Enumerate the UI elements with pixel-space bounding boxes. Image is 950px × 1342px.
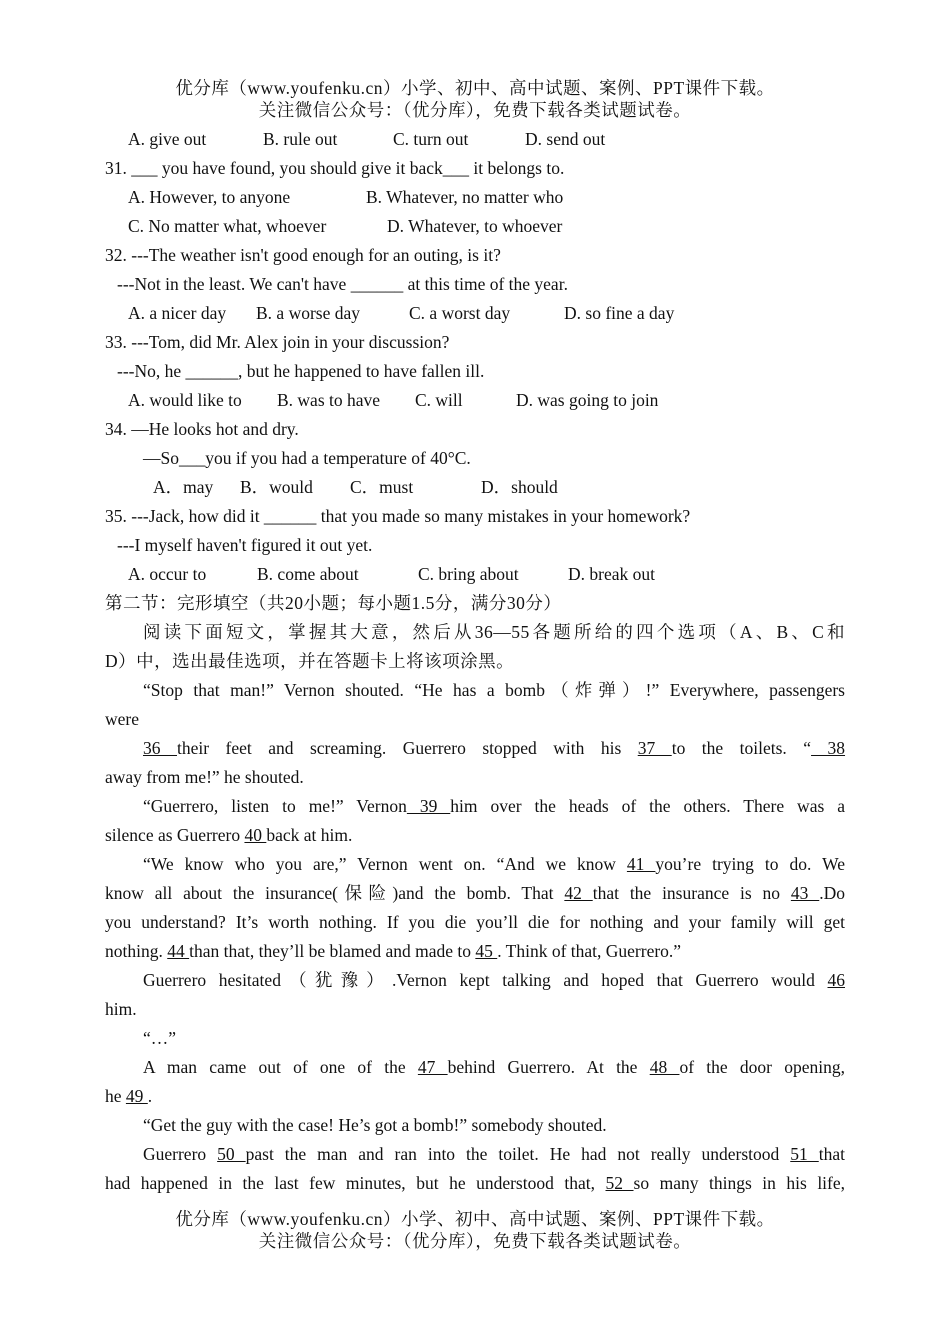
blank-39: 39 [406, 796, 451, 816]
passage-line-3 [143, 734, 845, 763]
q31-options-row1 [105, 183, 845, 212]
blank-43: 43 [790, 883, 820, 903]
q33-options [105, 386, 845, 415]
passage-text: A man came out of one of the [143, 1057, 418, 1077]
passage-text: silence as Guerrero [105, 825, 245, 845]
blank-37: 37 [637, 738, 672, 758]
passage-line-6 [105, 821, 845, 850]
passage-text: so many things in his life, [633, 1173, 846, 1193]
passage-text: than that, they’ll be blamed and made to [189, 941, 476, 961]
section-instruction-1: 阅读下面短文，掌握其大意，然后从36—55各题所给的四个选项（A、B、C和 [143, 622, 845, 642]
q35-option-d: D. break out [568, 564, 655, 584]
q31-option-c: C. No matter what, whoever [128, 216, 327, 236]
q33-option-a: A. would like to [128, 390, 242, 410]
passage-text: him over the heads of the others. There was a [450, 796, 845, 816]
q35-options [105, 560, 845, 589]
passage-line-13: “…” [143, 1028, 177, 1048]
passage-text: had happened in the last few minutes, but he understood that, [105, 1173, 606, 1193]
blank-42: 42 [564, 883, 593, 903]
passage-line-18 [105, 1169, 845, 1198]
section-instruction-2: D）中，选出最佳选项，并在答题卡上将该项涂黑。 [105, 651, 515, 671]
passage-text: “We know who you are,” Vernon went on. “And we know [143, 854, 627, 874]
header-line-1: 优分库（www.youfenku.cn）小学、初中、高中试题、案例、PPT课件下载。 [175, 78, 775, 98]
blank-45: 45 [475, 941, 498, 961]
passage-text: “Guerrero, listen to me!” Vernon [143, 796, 407, 816]
passage-text: past the man and ran into the toilet. He had not really understood [245, 1144, 791, 1164]
q35-stem: 35. ---Jack, how did it ______ that you made so many mistakes in your homework? [105, 506, 691, 526]
q33-option-c: C. will [415, 390, 463, 410]
footer-line-1: 优分库（www.youfenku.cn）小学、初中、高中试题、案例、PPT课件下载。 [175, 1209, 775, 1229]
passage-line-11 [143, 966, 845, 995]
blank-48: 48 [649, 1057, 680, 1077]
passage-text: to the toilets. “ [671, 738, 812, 758]
q32-reply: ---Not in the least. We can't have ______ at this time of the year. [117, 274, 568, 294]
q34-option-b: B．would [240, 477, 313, 497]
blank-50: 50 [217, 1144, 246, 1164]
q32-option-a: A. a nicer day [128, 303, 227, 323]
q35-option-b: B. come about [257, 564, 359, 584]
passage-text: . [147, 1086, 153, 1106]
blank-46: 46 [827, 970, 845, 990]
passage-text: you’re trying to do. We [655, 854, 846, 874]
passage-line-4: away from me!” he shouted. [105, 767, 304, 787]
q30-options [105, 125, 845, 154]
blank-44: 44 [167, 941, 190, 961]
q33-option-d: D. was going to join [516, 390, 659, 410]
blank-47: 47 [417, 1057, 448, 1077]
q34-option-c: C．must [350, 477, 414, 497]
passage-line-1: “Stop that man!” Vernon shouted. “He has a bomb（炸弹）!” Everywhere, passengers [143, 680, 845, 700]
passage-text: Guerrero hesitated（犹豫）.Vernon kept talking and hoped that Guerrero would [143, 970, 828, 990]
blank-52: 52 [605, 1173, 634, 1193]
q31-options-row2 [105, 212, 845, 241]
q33-stem: 33. ---Tom, did Mr. Alex join in your discussion? [105, 332, 450, 352]
passage-text: that the insurance is no [592, 883, 791, 903]
q31-option-d: D. Whatever, to whoever [387, 216, 563, 236]
footer-line-2: 关注微信公众号：（优分库），免费下载各类试题试卷。 [258, 1231, 692, 1251]
q34-option-d: D．should [481, 477, 558, 497]
blank-41: 41 [626, 854, 656, 874]
passage-text: of the door opening, [679, 1057, 845, 1077]
passage-line-17 [143, 1140, 845, 1169]
blank-38: 38 [811, 738, 846, 758]
q35-reply: ---I myself haven't figured it out yet. [117, 535, 373, 555]
passage-text: nothing. [105, 941, 168, 961]
passage-text: .Do [819, 883, 846, 903]
passage-line-10 [105, 937, 845, 966]
passage-text: he [105, 1086, 126, 1106]
passage-text: back at him. [266, 825, 353, 845]
passage-text: . Think of that, Guerrero.” [497, 941, 682, 961]
passage-text: their feet and screaming. Guerrero stopped with his [176, 738, 638, 758]
q32-stem: 32. ---The weather isn't good enough for an outing, is it? [105, 245, 501, 265]
passage-text: that [818, 1144, 845, 1164]
passage-text: behind Guerrero. At the [447, 1057, 650, 1077]
q34-options [105, 473, 845, 502]
section-title: 第二节：完形填空（共20小题；每小题1.5分，满分30分） [105, 593, 562, 613]
q33-option-b: B. was to have [277, 390, 381, 410]
passage-line-5 [143, 792, 845, 821]
q30-option-c: C. turn out [393, 129, 469, 149]
q32-options [105, 299, 845, 328]
blank-49: 49 [125, 1086, 148, 1106]
passage-line-7 [143, 850, 845, 879]
passage-line-12: him. [105, 999, 137, 1019]
q32-option-b: B. a worse day [256, 303, 361, 323]
blank-36: 36 [143, 738, 177, 758]
q35-option-a: A. occur to [128, 564, 207, 584]
passage-line-14 [143, 1053, 845, 1082]
passage-line-15 [105, 1082, 845, 1111]
q30-option-a: A. give out [128, 129, 207, 149]
passage-text: Guerrero [143, 1144, 218, 1164]
blank-51: 51 [790, 1144, 819, 1164]
q35-option-c: C. bring about [418, 564, 519, 584]
passage-line-2: were [105, 709, 140, 729]
q34-reply: —So___you if you had a temperature of 40°C. [143, 448, 471, 468]
q30-option-b: B. rule out [263, 129, 338, 149]
page-header [0, 77, 950, 121]
passage-text: know all about the insurance(保险)and the bomb. That [105, 883, 565, 903]
header-line-2: 关注微信公众号：（优分库），免费下载各类试题试卷。 [258, 100, 692, 120]
q31-option-b: B. Whatever, no matter who [366, 187, 564, 207]
passage-line-8 [105, 879, 845, 908]
page-footer [0, 1208, 950, 1252]
q34-stem: 34. —He looks hot and dry. [105, 419, 299, 439]
q33-reply: ---No, he ______, but he happened to have fallen ill. [117, 361, 485, 381]
blank-40: 40 [244, 825, 267, 845]
q32-option-d: D. so fine a day [564, 303, 675, 323]
passage-line-16: “Get the guy with the case! He’s got a bomb!” somebody shouted. [143, 1115, 607, 1135]
q32-option-c: C. a worst day [409, 303, 511, 323]
q34-option-a: A．may [153, 477, 214, 497]
q31-stem: 31. ___ you have found, you should give it back___ it belongs to. [105, 158, 565, 178]
q31-option-a: A. However, to anyone [128, 187, 291, 207]
passage-line-9: you understand? It’s worth nothing. If you die you’ll die for nothing and your family will get [105, 912, 845, 932]
q30-option-d: D. send out [525, 129, 606, 149]
